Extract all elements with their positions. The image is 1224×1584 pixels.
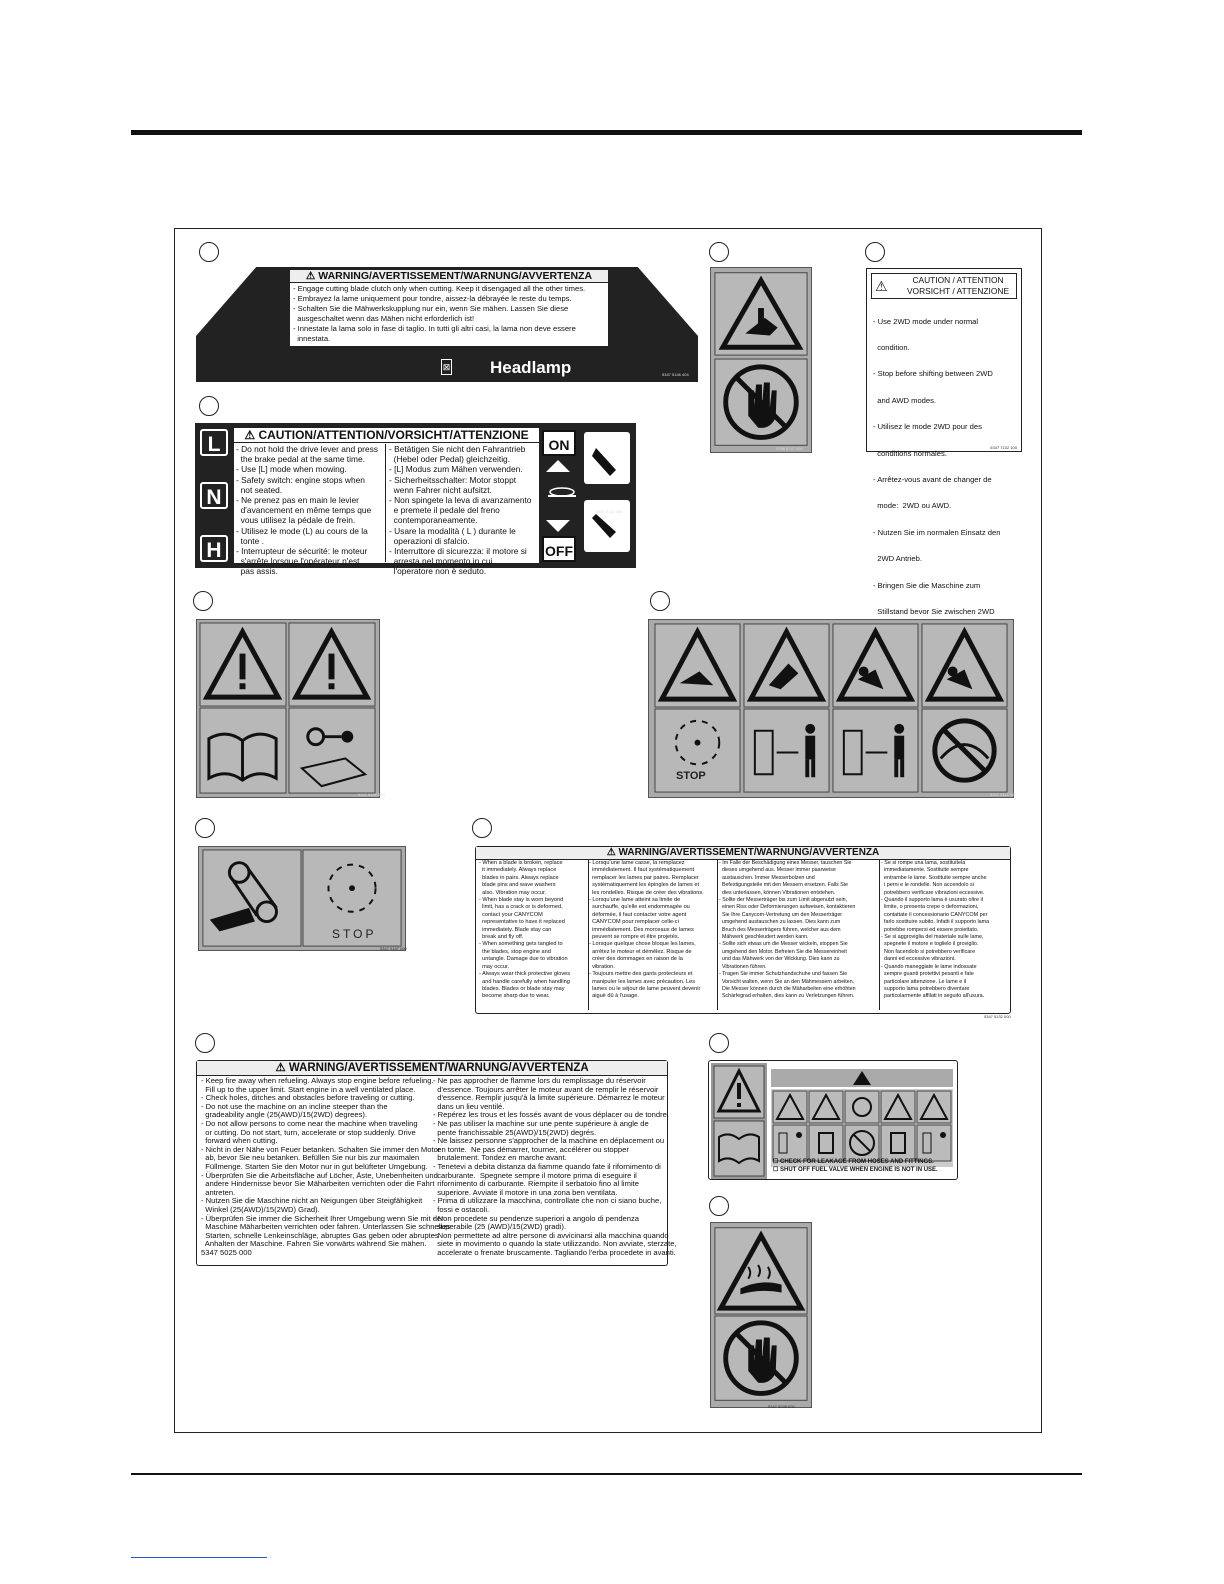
footer-link-underline[interactable] xyxy=(131,1557,267,1558)
caution-header: ⚠ CAUTION / ATTENTION VORSICHT / ATTENZIONE xyxy=(871,273,1017,299)
callout-circle xyxy=(199,242,219,262)
callout-circle xyxy=(709,242,729,262)
callout-circle xyxy=(193,591,213,611)
warning-line: innestata. xyxy=(293,334,331,343)
warning-title: ⚠ WARNING/AVERTISSEMENT/WARNUNG/AVVERTENZA xyxy=(197,1061,667,1076)
bottom-rule xyxy=(131,1473,1082,1475)
refuel-col-left: - Keep fire away when refueling. Always stop engine before refueling. Fill up to the upper limit. Start engine in a well ventilated place. - Check holes, ditches and obstacles before traveling or cutting. - Do not use the machine on an incline steeper than the gradeability angle (25(AWD)/15(2WD) degrees). - Do not allow persons to come near the machine when traveling or cutting. Do not start, turn, accelerate or stop suddenly. Drive forward when cutting. - Nicht in der Nähe von Feuer betanken. Schalten Sie immer den Motor ab, bevor Sie neu betanken. Befüllen Sie nur bis zur maximalen Füllmenge. Starten Sie den Motor nur in gut belüfteter Umgebung. - Überprüfen Sie die Arbeitsfläche auf Löcher, Äste, Unebenheiten und andere Hindernisse bevor Sie Mäharbeiten verrichten oder die Fahrt antreten. - Nutzen Sie die Maschine nicht an Neigungen über Steigfähigkeit Winkel (25(AWD)/15(2WD) Grad). - Überprüfen Sie immer die Sicherheit Ihrer Umgebung wenn Sie mit der Maschine Mäharbeiten verrichten oder fahren. Unterlassen Sie schnelles Starten, schnelle Lenkeinschläge, abruptes Gas geben oder abruptes Anhalten der Maschine. Fahren Sie vorwärts während Sie mähen. 5347 5025 000 xyxy=(201,1076,451,1257)
warning-title: ⚠ WARNING/AVERTISSEMENT/WARNUNG/AVVERTENZA xyxy=(476,847,1010,860)
warning-line: - Schalten Sie die Mähwerkskupplung nur ein, wenn Sie mähen. Lassen Sie diese xyxy=(293,304,569,313)
callout-circle xyxy=(709,1033,729,1053)
stop-label: STOP xyxy=(676,770,706,782)
hand-crush-pictogram xyxy=(711,268,811,452)
up-arrow-icon xyxy=(546,460,570,472)
hazards-decal xyxy=(648,619,1017,798)
part-number: 5347 5187 000 xyxy=(380,946,407,951)
manual-key-decal xyxy=(196,619,380,798)
checkbox-icon: ☐ xyxy=(773,1167,781,1173)
top-rule xyxy=(131,130,1082,135)
callout-circle xyxy=(195,1033,215,1053)
warning-line: ausgeschaltet wenn das Mähen nicht erforderlich ist! xyxy=(293,314,475,323)
caution-title: ⚠ CAUTION/ATTENTION/VORSICHT/ATTENZIONE xyxy=(234,428,539,443)
warning-triangle-icon: ⚠ xyxy=(244,428,256,442)
mode-l-icon: L xyxy=(200,429,228,456)
on-label: ON xyxy=(542,430,576,456)
manual-key-pictogram xyxy=(197,620,379,797)
warning-title: ⚠ WARNING/AVERTISSEMENT/WARNUNG/AVVERTENZA xyxy=(290,270,608,283)
warning-triangle-icon: ⚠ xyxy=(606,847,616,858)
warning-col-de: - Im Falle der Beschädigung eines Messer, tauschen Sie dieses umgehend aus. Messer immer paarweise austauschen. Immer Messerbolzen und Befestigungsteile mit den Messern ersetzen. Falls Sie dies unterlassen, können Vibrationen entstehen. - Sollte der Messerträger bis zum Limit abgenutzt sein, einen Riss oder Deformierungen aufweisen, kontaktieren Sie Ihre Canycom-Vertretung um den Messerträger umgehend austauschen zu lassen. Dies kann zum Bruch des Messerträgers führen, welcher aus dem Mähwerk geschleudert werden kann. - Sollte sich etwas um die Messer wickeln, stoppen Sie umgehend den Motor. Befreien Sie die Messereinheit und das Mähwerk von der Wicklung. Dies kann zu Vibrationen führen. - Tragen Sie immer Schutzhandschuhe und fassen Sie Vorsicht walten, wenn Sie an den Mähmessern arbeiten. Die Messer können durch die Mäharbeiten eine erhöhten Schärfegrad erhalten, dies kann zu Verletzungen führen. xyxy=(717,860,880,1010)
checkbox-icon: ☐ xyxy=(773,1159,781,1165)
leakage-notes xyxy=(773,1158,938,1174)
warning-line: - Engage cutting blade clutch only when cutting. Keep it disengaged all the other times. xyxy=(293,284,586,293)
refuel-col-right: - Ne pas approcher de flamme lors du remplissage du réservoir d'essence. Toujours arrêter le moteur avant de remplir le réservoir d'essence. Remplir jusqu'à la limite supérieure. Démarrez le moteur dans un lieu ventilé. - Repérez les trous et les fossés avant de vous déplacer ou de tondre. - Ne pas utiliser la machine sur une pente supérieure à angle de pente franchissable 25(AWD)/15(2WD) degrés. - Ne laissez personne s'approcher de la machine en déplacement ou en tonte. Ne pas démarrer, tourner, accélérer ou stopper brutalement. Tondez en marche avant. - Tenetevi a debita distanza da fiamme quando fate il rifornimento di carburante. Spegnete sempre il motore prima di eseguire il rifornimento di carburante. Riempite il serbatoio fino al limite superiore. Avviate il motore in una zona ben ventilata. - Prima di utilizzare la macchina, controllate che non ci siano buche, fossi e ostacoli. - Non procedete su pendenze superiori a angolo di pendenza superabile (25 (AWD)/15(2WD) gradi). - Non permettete ad altre persone di avvicinarsi alla macchina quando siete in movimento o quando la state utilizzando. Non avviate, sterzate, accelerate o frenate bruscamente. Tagliando l'erba procedete in avanti. xyxy=(433,1076,677,1257)
warning-line: - Embrayez la lame uniquement pour tondre, aissez-la débrayée le reste du temps. xyxy=(293,294,572,303)
callout-circle xyxy=(709,1196,729,1216)
warning-col-fr: - Lorsqu'une lame casse, la remplacez immédiatement. Il faut systématiquement remplacer les lames par paires. Remplacer systématiquement les épingles de lames et les rondelles. Risque de créer des vibrations. - Lorsqu'une lame atteint sa limite de surchauffe, qu'elle est endommagée ou déformée, il faut contacter votre agent CANYCOM pour remplacer celle-ci immédiatement. Des morceaux de lames peuvent se rompre et être projetés. - Lorsque quelque chose bloque les lames, arrêtez le moteur et démêlez. Risque de créer des dommages en raison de la vibration. - Toujours mettre des gants protecteurs et manipuler les lames avec précaution. Les lames ou le séjour de lame peuvent devenir aiguë dû à l'usage. xyxy=(587,860,718,1010)
lnh-caution-text xyxy=(234,428,539,577)
callout-circle xyxy=(472,818,492,838)
part-number: 5347 5156 000 xyxy=(358,792,385,797)
caution-col-right: - Betätigen Sie nicht den Fahrantrieb (Hebel oder Pedal) gleichzeitig. - [L] Modus zum Mähen verwenden. - Sicherheitsschalter: Motor stoppt wenn Fahrer nicht aufsitzt. - Non spingete la leva di avanzamento e premete il pedale del freno contemporaneamente. - Usare la modalità ( L ) durante le operazioni di sfalcio. - Interruttore di sicurezza: il motore si arresta nel momento in cui l'operatore non è seduto. xyxy=(389,444,532,577)
blade-warning-decal xyxy=(475,846,1011,1014)
warning-col-it: - Se si rompe una lama, sostituitela immediatamente. Sostituite sempre entrambe le lame. Sostituite sempre anche i perni e le rondelle. Non accendolo si potrebbero verificare vibrazioni eccessive. - Quando il supporto lama è usurato oltre il limite, o presenta crepe o deformazioni, contattate il concessionario CANYCOM per farlo sostituire subito. Infatti il supporto lama potrebbe rompersi ed essere proiettato. - Se si aggroviglia del materiale sulle lame, spegnete il motore e toglielo il groviglio. Non facendolo si potrebbero verificare danni ed eccessive vibrazioni. - Quando maneggiate le lame indossate sempre guanti protettivi pesanti e fate particolare attenzione. Le lame e il supporto lama potrebbero diventare particolarmente affilati in seguito all'usura. xyxy=(881,860,990,1000)
caution-col-left: - Do not hold the drive lever and press the brake pedal at the same time. - Use [L] mode when mowing. - Safety switch: engine stops when not seated. - Ne prenez pas en main le levier d'avancement en même temps que vous utilisez la pédale de frein. - Utilisez le mode (L) au cours de la tonte . - Interrupteur de sécurité: le moteur s'arrête lorsque l'opérateur n'est pas assis. xyxy=(236,444,378,577)
part-number: 5347 5146 404 xyxy=(662,372,689,377)
part-number: 5347 5114 000 xyxy=(990,792,1017,797)
off-label: OFF xyxy=(542,536,576,562)
stop-label: STOP xyxy=(332,927,377,941)
2wd-caution-decal xyxy=(866,268,1022,616)
leakage-note: ☐ SHUT OFF FUEL VALVE WHEN ENGINE IS NOT IN USE. xyxy=(773,1167,938,1173)
part-number: 5348 5747 000 xyxy=(776,446,803,451)
warning-line: - Innestate la lama solo in fase di taglio. In tutti gli altri casi, la lama non deve essere xyxy=(293,324,576,333)
callout-circle xyxy=(865,242,885,262)
warning-columns xyxy=(476,860,1010,1010)
column-divider xyxy=(385,444,386,562)
warning-triangle-icon: ⚠ xyxy=(875,278,888,294)
part-number: 5347 5132 000 xyxy=(984,1014,1011,1019)
leakage-decal xyxy=(708,1060,958,1180)
hand-crush-decal xyxy=(710,267,812,453)
belt-stop-decal xyxy=(198,846,406,951)
hot-surface-pictogram xyxy=(711,1223,811,1407)
callout-circle xyxy=(650,591,670,611)
leakage-note: ☐ CHECK FOR LEAKAGE FROM HOSES AND FITTINGS. xyxy=(773,1159,934,1165)
warning-lines xyxy=(290,283,608,345)
mode-n-icon: N xyxy=(200,482,228,509)
callout-circle xyxy=(195,818,215,838)
callout-circle xyxy=(199,396,219,416)
down-arrow-icon xyxy=(546,520,570,532)
hand-lever-on-icon xyxy=(584,432,630,484)
blade-clutch-warning-box xyxy=(289,269,609,347)
leakage-pictogram xyxy=(711,1063,955,1163)
warning-col-en: - When a blade is broken, replace it immediately. Always replace blades in pairs. Always replace blade pins and wave washers also. Vibration may occur. - When blade stay is worn beyond limit, has a crack or is deformed, contact your CANYCOM representative to have it replaced immediately. Blade stay can break and fly off. - When something gets tangled to the blades, stop engine and untangle. Damage due to vibration may occur. - Always wear thick protective gloves and handle carefully when handling blades. Blades or blade stay may become sharp due to wear. xyxy=(476,860,589,1010)
mode-h-icon: H xyxy=(200,535,228,562)
hot-surface-decal xyxy=(710,1222,812,1408)
headlamp-switch-icon: ⊠ xyxy=(441,359,452,375)
warning-triangle-icon: ⚠ xyxy=(275,1062,286,1074)
part-number: 5347 5114 000 xyxy=(596,509,623,514)
part-number: 5347 5038 000 xyxy=(768,1404,795,1409)
refuel-warning-decal xyxy=(196,1060,677,1266)
part-number: 5347 5025 000 xyxy=(201,1247,252,1257)
warning-triangle-icon: ⚠ xyxy=(305,270,316,282)
pto-switch-pictogram xyxy=(540,456,636,536)
headlamp-label: Headlamp xyxy=(490,358,572,377)
caution-lines: - Use 2WD mode under normal condition. - Stop before shifting between 2WD and AWD modes. - Utilisez le mode 2WD pour des conditions normales. - Arrêtez-vous avant de changer de mode: 2WD ou AWD. - Nutzen Sie im normalen Einsatz den 2WD Antrieb. - Bringen Sie die Maschine zum Stillstand bevor Sie zwischen 2WD xyxy=(873,316,1001,616)
part-number: 5347 7102 100 xyxy=(990,445,1017,450)
